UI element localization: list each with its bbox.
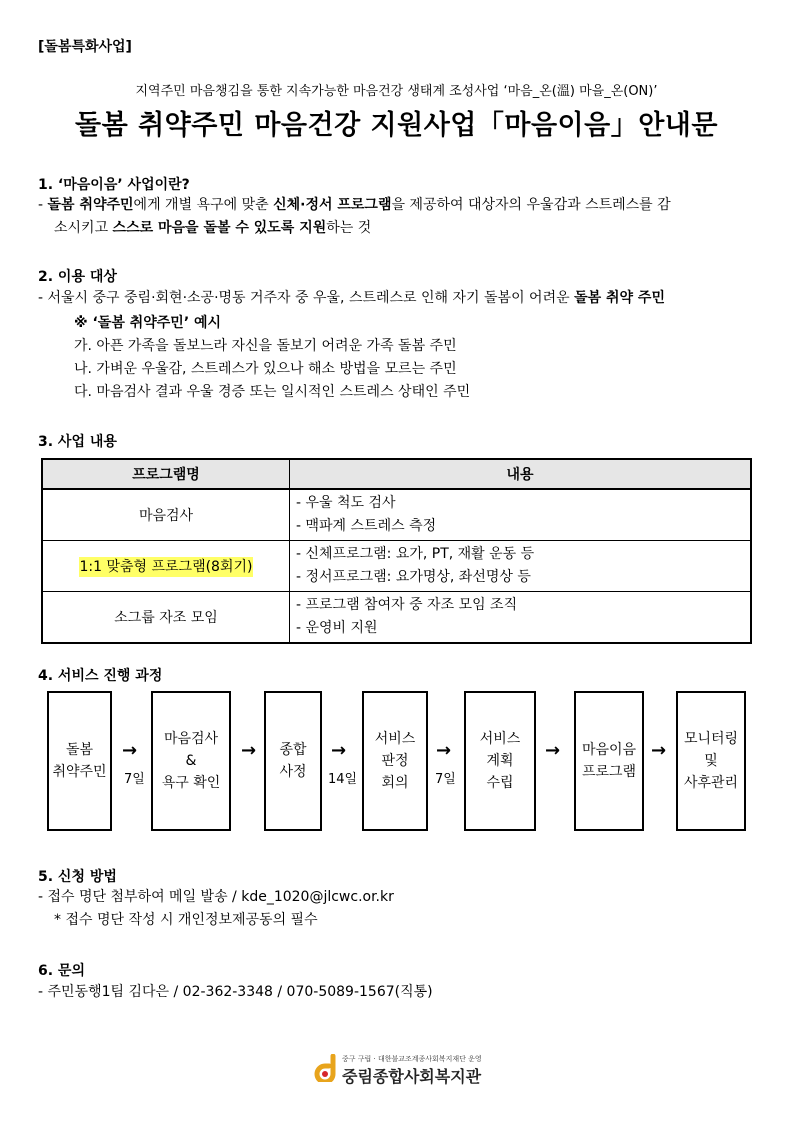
table-header-name: 프로그램명: [42, 459, 290, 489]
table-row: [42, 489, 751, 541]
table-row: [42, 541, 751, 592]
category-tag: [돌봄특화사업]: [38, 39, 132, 55]
flow-arrow-icon: →: [122, 740, 138, 761]
section-2-example-1: 가. 아픈 가족을 돌보느라 자신을 돌보기 어려운 가족 돌봄 주민: [74, 338, 457, 354]
program-content: [290, 489, 752, 541]
section-2-example-heading: ※ ‘돌봄 취약주민’ 예시: [74, 315, 222, 331]
flow-step-7: 모니터링 및 사후관리: [676, 691, 746, 831]
section-2-example-3: 다. 마음검사 결과 우울 경증 또는 일시적인 스트레스 상태인 주민: [74, 384, 471, 400]
program-item: - 정서프로그램: 요가명상, 좌선명상 등: [296, 569, 531, 585]
table-row: [42, 592, 751, 644]
section-2-example-2: 나. 가벼운 우울감, 스트레스가 있으나 해소 방법을 모르는 주민: [74, 361, 457, 377]
flow-step-3: 종합 사정: [264, 691, 322, 831]
flow-arrow-icon: →: [545, 740, 561, 761]
application-note: * 접수 명단 작성 시 개인정보제공동의 필수: [54, 912, 318, 928]
flow-arrow-icon: →: [436, 740, 452, 761]
section-4-heading: 4. 서비스 진행 과정: [38, 668, 163, 684]
section-2-line-1: - 서울시 중구 중림·회현·소공·명동 거주자 중 우울, 스트레스로 인해 자기 돌봄이 어려운 돌봄 취약 주민: [38, 290, 665, 306]
flow-days-label: 14일: [328, 772, 358, 787]
program-item: - 신체프로그램: 요가, PT, 재활 운동 등: [296, 546, 535, 562]
flow-arrow-icon: →: [241, 740, 257, 761]
program-content: [290, 541, 752, 592]
flow-days-label: 7일: [435, 772, 456, 787]
application-email-line: - 접수 명단 첨부하여 메일 발송 / kde_1020@jlcwc.or.kr: [38, 889, 394, 905]
logo-org-name: 중림종합사회복지관: [342, 1067, 482, 1086]
table-header-content: 내용: [290, 459, 752, 489]
section-6-heading: 6. 문의: [38, 963, 85, 979]
document-title: 돌봄 취약주민 마음건강 지원사업「마음이음」안내문: [75, 110, 718, 141]
program-name: 마음검사: [42, 489, 290, 541]
flow-step-1: 돌봄 취약주민: [47, 691, 112, 831]
flow-step-6: 마음이음 프로그램: [574, 691, 644, 831]
flow-days-label: 7일: [124, 772, 145, 787]
program-content: [290, 592, 752, 644]
table-header-row: [42, 459, 751, 489]
section-1-line-2: 소시키고 스스로 마음을 돌볼 수 있도록 지원하는 것: [54, 220, 372, 236]
welfare-center-logo-icon: [314, 1054, 340, 1082]
program-name: [42, 541, 290, 592]
flow-arrow-icon: →: [331, 740, 347, 761]
program-item: - 맥파계 스트레스 측정: [296, 518, 437, 534]
highlighted-program-name: 1:1 맞춤형 프로그램(8회기): [79, 559, 253, 575]
program-item: - 우울 척도 검사: [296, 495, 396, 511]
flow-arrow-icon: →: [651, 740, 667, 761]
logo-operator-text: 중구 구립 · 대한불교조계종사회복지재단 운영: [342, 1055, 482, 1063]
section-5-heading: 5. 신청 방법: [38, 869, 117, 885]
section-2-heading: 2. 이용 대상: [38, 269, 117, 285]
program-item: - 운영비 지원: [296, 620, 378, 636]
flow-step-5: 서비스 계획 수립: [464, 691, 536, 831]
program-name: 소그룹 자조 모임: [42, 592, 290, 644]
contact-line: - 주민동행1팀 김다은 / 02-362-3348 / 070-5089-1567(직통): [38, 984, 433, 1000]
program-table: [41, 458, 752, 644]
section-1-line-1: - 돌봄 취약주민에게 개별 욕구에 맞춘 신체·정서 프로그램을 제공하여 대상자의 우울감과 스트레스를 감: [38, 197, 671, 213]
flow-step-2: 마음검사 & 욕구 확인: [151, 691, 231, 831]
project-subtitle: 지역주민 마음챙김을 통한 지속가능한 마음건강 생태계 조성사업 ‘마음_온(溫) 마을_온(ON)’: [135, 84, 658, 99]
flow-step-4: 서비스 판정 회의: [362, 691, 428, 831]
program-item: - 프로그램 참여자 중 자조 모임 조직: [296, 597, 518, 613]
section-3-heading: 3. 사업 내용: [38, 434, 117, 450]
section-1-heading: 1. ‘마음이음’ 사업이란?: [38, 177, 190, 193]
